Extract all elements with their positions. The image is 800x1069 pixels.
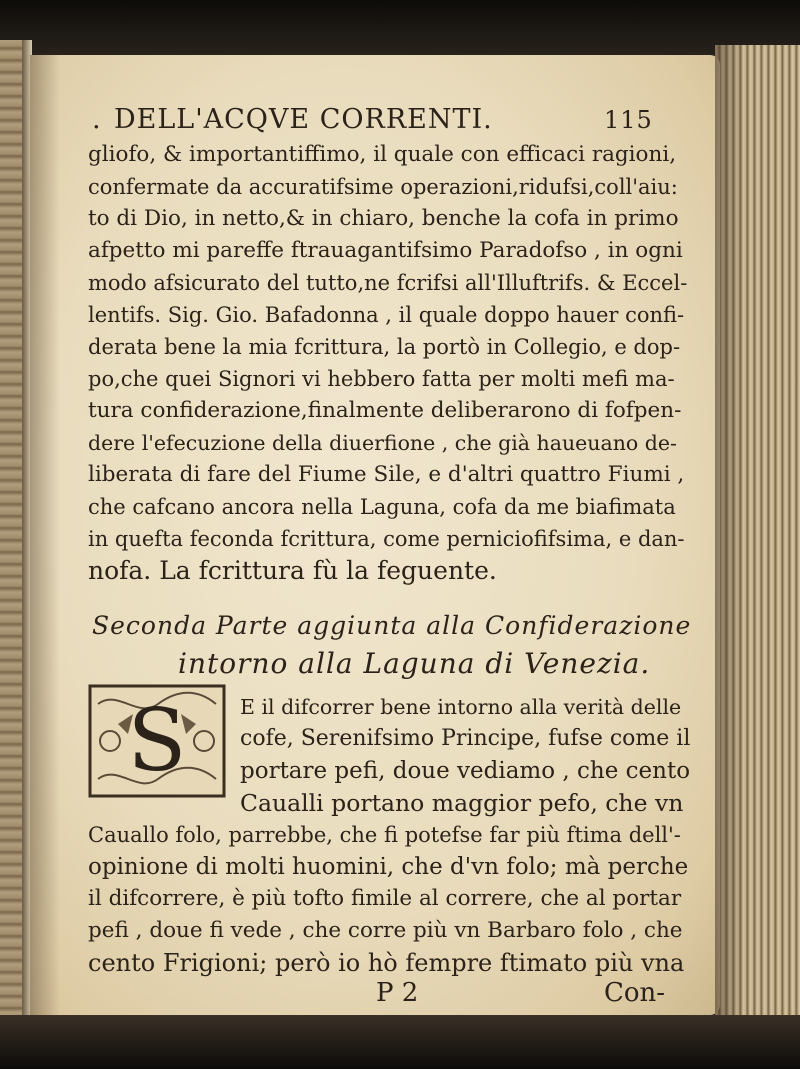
header-title: DELL'ACQVE CORRENTI. (114, 104, 493, 135)
dropcap-letter: S (127, 691, 187, 791)
text-line: afpetto mi pareffe ftrauagantifsimo Paradofso , in ogni (88, 238, 683, 263)
text-line: Caualli portano maggior pefo, che vn (240, 789, 684, 817)
ornamental-initial (88, 684, 226, 798)
signature-mark: P 2 (376, 978, 419, 1008)
text-line: pefi , doue fi vede , che corre più vn Barbaro folo , che (88, 918, 683, 943)
top-shadow (0, 0, 800, 60)
text-line: dere l'efecuzione della diuerfione , che già haueuano de- (88, 431, 677, 455)
text-line: liberata di fare del Fiume Sile, e d'altri quattro Fiumi , (88, 462, 685, 487)
text-line: modo afsicurato del tutto,ne fcrifsi all'Illuftrifs. & Eccel- (88, 271, 688, 295)
text-line: nofa. La fcrittura fù la feguente. (88, 556, 497, 585)
text-line: in quefta feconda fcrittura, come perniciofifsima, e dan- (88, 527, 685, 551)
text-line: cento Frigioni; però io hò fempre ftimato più vna (88, 949, 685, 977)
text-line: to di Dio, in netto,& in chiaro, benche la cofa in primo (88, 206, 679, 231)
page-gutter-shadow (30, 55, 60, 1015)
text-line: cofe, Serenifsimo Principe, fufse come il (240, 726, 691, 751)
text-line: Cauallo folo, parrebbe, che fi potefse far più ftima dell'- (88, 823, 681, 847)
catchword: Con- (604, 978, 666, 1008)
text-line: E il difcorrer bene intorno alla verità delle (240, 695, 682, 719)
text-line: derata bene la mia fcrittura, la portò in Collegio, e dop- (88, 335, 681, 359)
section-title-line-1: Seconda Parte aggiunta alla Confiderazione (92, 611, 692, 640)
page-number: 115 (604, 106, 653, 134)
text-line: tura confiderazione,finalmente deliberarono di fofpen- (88, 398, 682, 423)
text-line: portare pefi, doue vediamo , che cento (240, 758, 691, 784)
header-dot: . (92, 104, 102, 135)
bottom-shadow (0, 1015, 800, 1069)
text-line: confermate da accuratifsime operazioni,ridufsi,coll'aiu: (88, 175, 678, 199)
left-page-edge (0, 40, 22, 1030)
section-title-line-2: intorno alla Laguna di Venezia. (178, 647, 651, 680)
text-line: che cafcano ancora nella Laguna, cofa da me biafimata (88, 495, 676, 519)
text-line: po,che quei Signori vi hebbero fatta per molti mefi ma- (88, 367, 675, 391)
text-line: il difcorrere, è più tofto fimile al correre, che al portar (88, 886, 682, 911)
right-edge-shade (715, 45, 745, 1025)
text-line: lentifs. Sig. Gio. Bafadonna , il quale doppo hauer confi- (88, 303, 685, 327)
text-line: opinione di molti huomini, che d'vn folo; mà perche (88, 854, 689, 880)
text-line: gliofo, & importantiffimo, il quale con efficaci ragioni, (88, 142, 677, 167)
